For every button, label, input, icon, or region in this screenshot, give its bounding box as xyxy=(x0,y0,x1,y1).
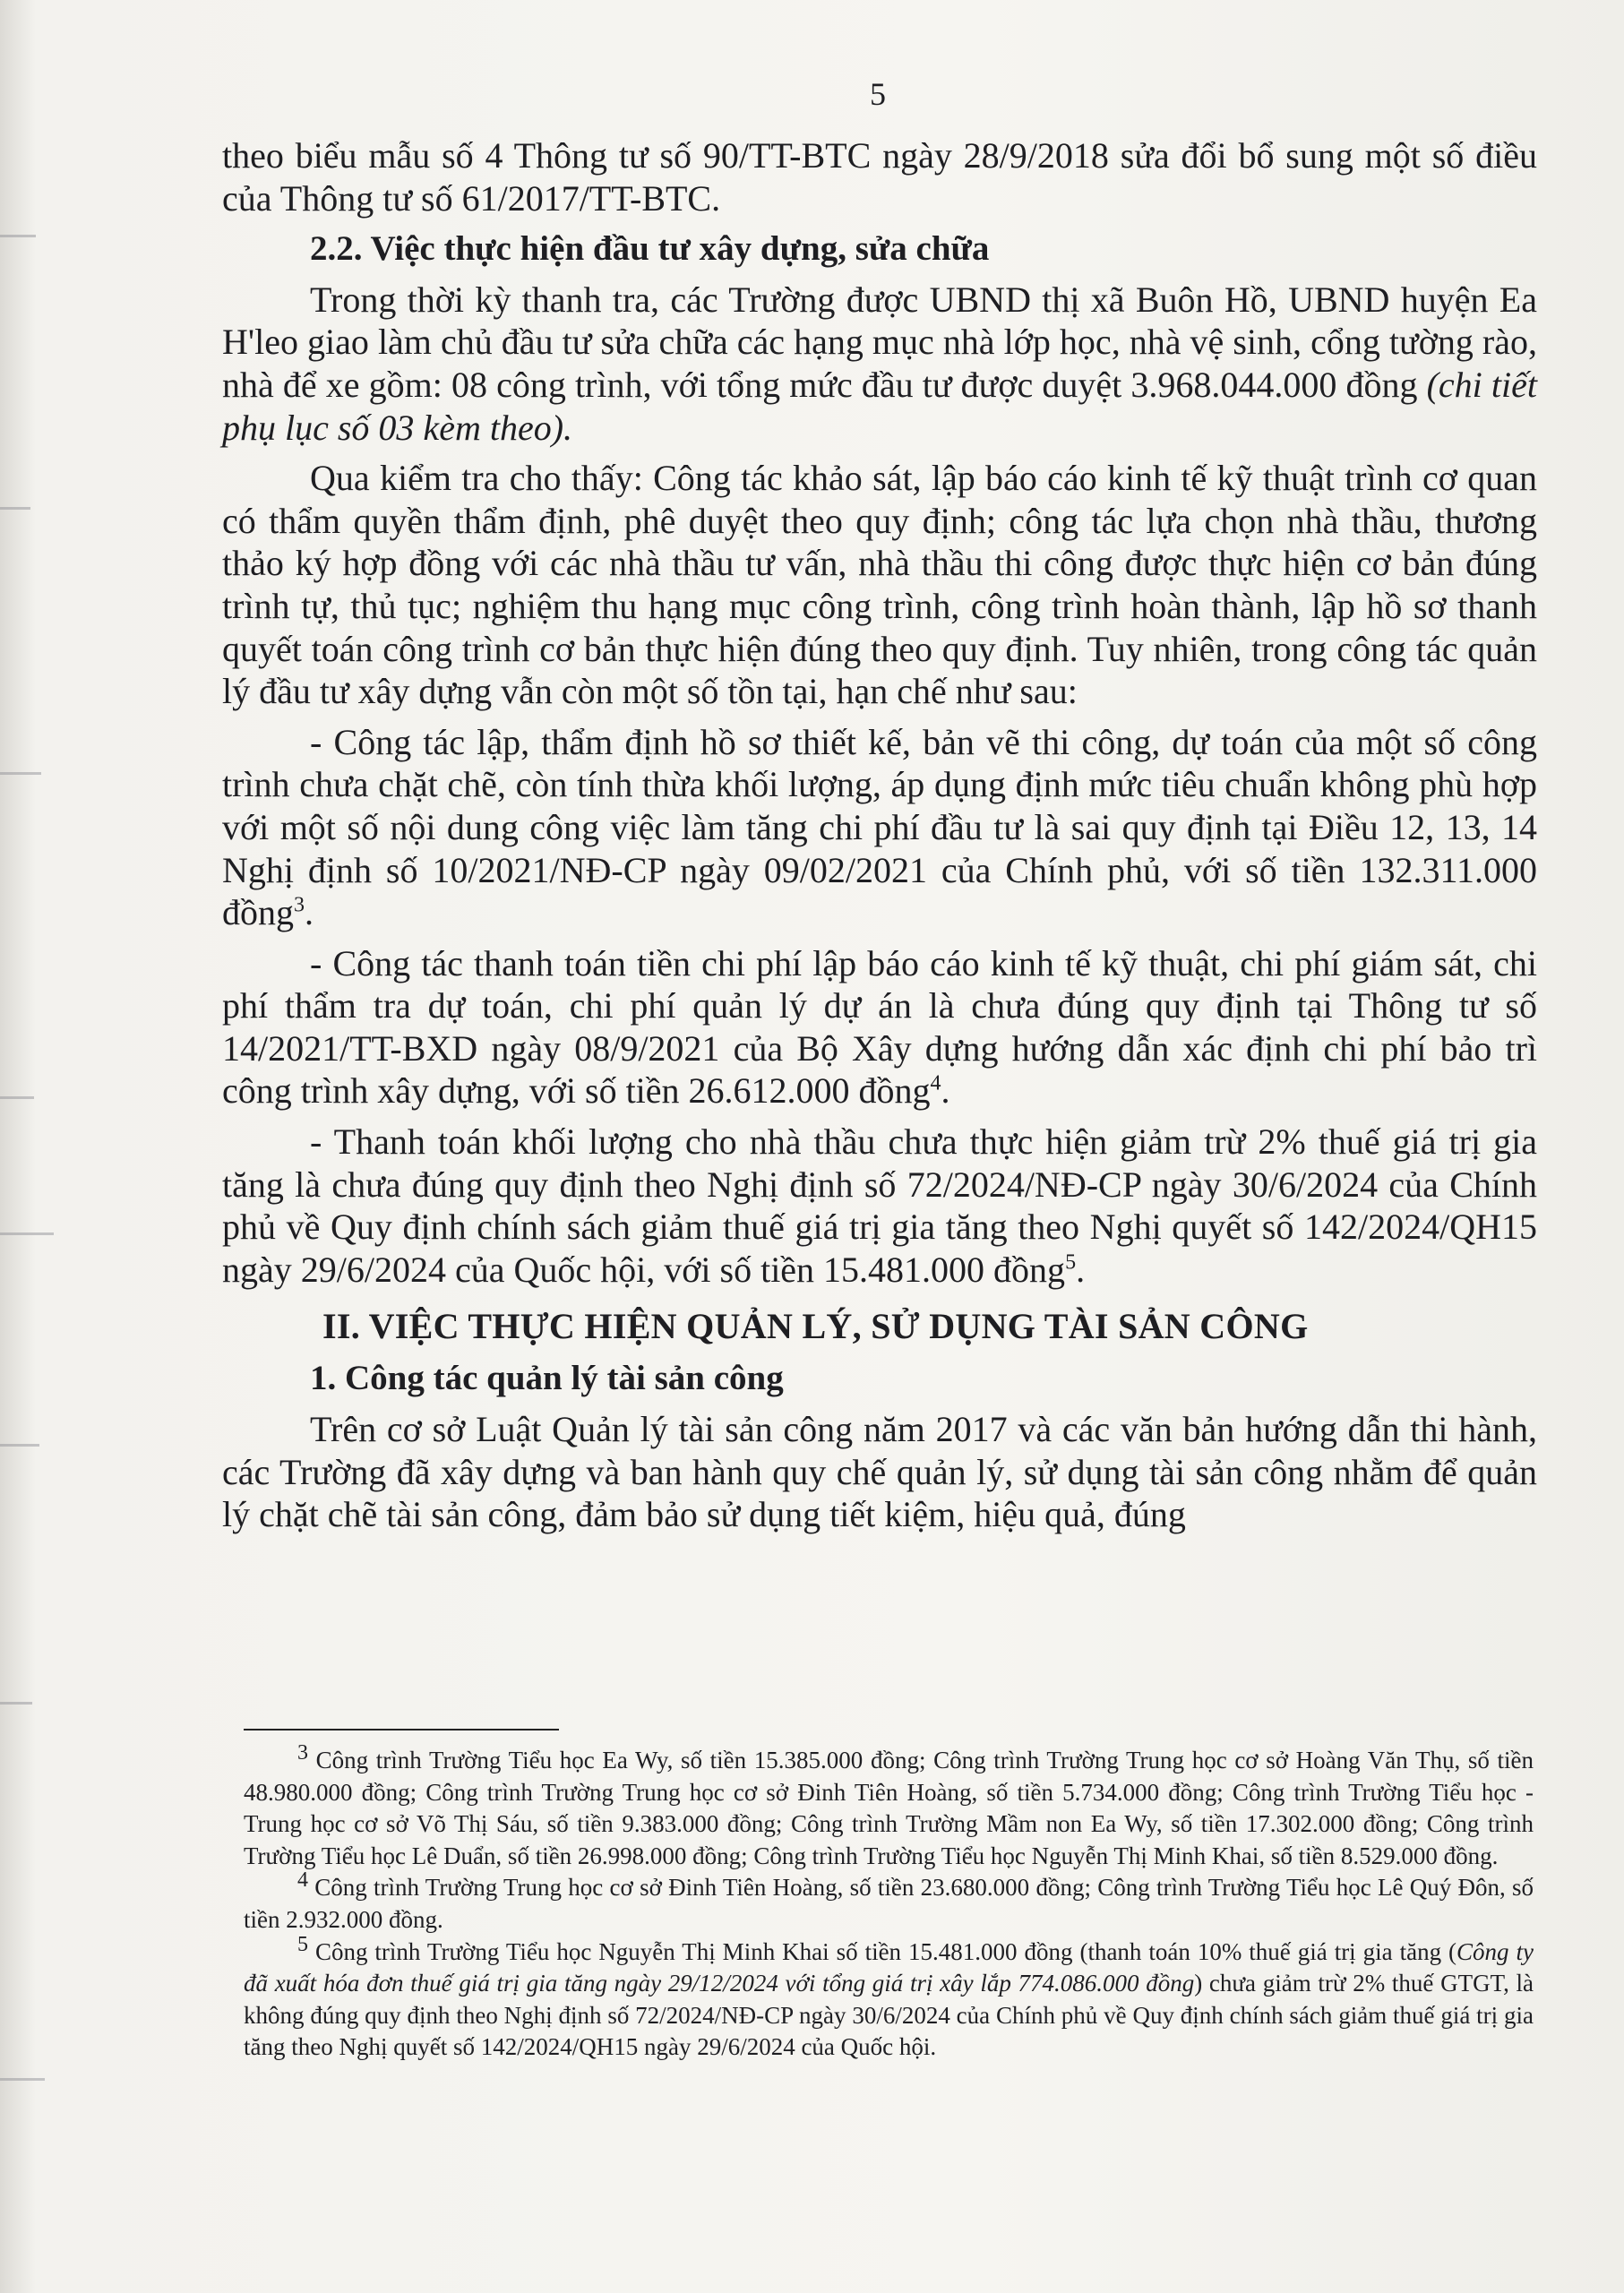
main-content xyxy=(222,134,1537,1536)
left-edge-mark xyxy=(0,1096,34,1099)
paragraph-inspection-findings: Qua kiểm tra cho thấy: Công tác khảo sát, lập báo cáo kinh tế kỹ thuật trình cơ quan có thẩm quyền thẩm định, phê duyệt theo quy định; công tác lựa chọn nhà thầu, thương thảo ký hợp đồng với các nhà thầu tư vấn, nhà thầu thi công được thực hiện cơ bản đúng trình tự, thủ tục; nghiệm thu hạng mục công trình, công trình hoàn thành, lập hồ sơ thanh quyết toán công trình cơ bản thực hiện đúng theo quy định. Tuy nhiên, trong công tác quản lý đầu tư xây dựng vẫn còn một số tồn tại, hạn chế như sau: xyxy=(222,458,1537,712)
page-number: 5 xyxy=(870,76,886,112)
footnote-text: Công trình Trường Trung học cơ sở Đinh Tiên Hoàng, số tiền 23.680.000 đồng; Công trình Trường Tiểu học Lê Quý Đôn, số tiền 2.932.000 đồng. xyxy=(244,1874,1534,1933)
paragraph-inspection-period xyxy=(222,279,1537,449)
footnote-5 xyxy=(244,1932,1534,2064)
left-edge-mark xyxy=(0,235,36,237)
paragraph-finding-vat xyxy=(222,1121,1537,1291)
paragraph-text: - Công tác thanh toán tiền chi phí lập báo cáo kinh tế kỹ thuật, chi phí giám sát, chi phí thẩm tra dự toán, chi phí quản lý dự án là chưa đúng quy định tại Thông tư số 14/2021/TT-BXD ngày 08/9/2021 của Bộ Xây dựng hướng dẫn xác định chi phí bảo trì công trình xây dựng, với số tiền 26.612.000 đồng xyxy=(222,942,1537,1112)
footnote-separator xyxy=(244,1729,559,1730)
section-heading-2-2: 2.2. Việc thực hiện đầu tư xây dựng, sửa chữa xyxy=(310,229,990,269)
paragraph-continuation: theo biểu mẫu số 4 Thông tư số 90/TT-BTC ngày 28/9/2018 sửa đổi bổ sung một số điều của Thông tư số 61/2017/TT-BTC. xyxy=(222,135,1537,219)
footnote-text: ) chưa giảm trừ 2% thuế GTGT, là không đúng quy định theo Nghị định số 72/2024/NĐ-CP ngày 30/6/2024 của Chính phủ về Quy định chính sách giảm thuế giá trị gia tăng theo Nghị quyết số 142/2024/QH15 ngày 29/6/2024 của Quốc hội. xyxy=(244,1970,1534,2061)
paragraph-finding-design xyxy=(222,721,1537,934)
left-edge-mark xyxy=(0,1702,32,1705)
paragraph-public-assets: Trên cơ sở Luật Quản lý tài sản công năm 2017 và các văn bản hướng dẫn thi hành, các Trường đã xây dựng và ban hành quy chế quản lý, sử dụng tài sản công nhằm để quản lý chặt chẽ tài sản công, đảm bảo sử dụng tiết kiệm, hiệu quả, đúng xyxy=(222,1409,1537,1535)
paragraph-end: . xyxy=(1076,1249,1086,1290)
footnote-ref-4[interactable]: 4 xyxy=(930,1072,941,1096)
paragraph-text: Trong thời kỳ thanh tra, các Trường được UBND thị xã Buôn Hồ, UBND huyện Ea H'leo giao làm chủ đầu tư sửa chữa các hạng mục nhà lớp học, nhà vệ sinh, cổng tường rào, nhà để xe gồm: 08 công trình, với tổng mức đầu tư được duyệt 3.968.044.000 đồng xyxy=(222,279,1537,405)
footnote-mark: 5 xyxy=(297,1932,308,1956)
paragraph-end: . xyxy=(305,892,314,933)
footnotes xyxy=(244,1741,1534,2064)
footnote-ref-3[interactable]: 3 xyxy=(294,893,305,917)
left-edge-mark xyxy=(0,1232,54,1235)
footnote-ref-5[interactable]: 5 xyxy=(1065,1250,1077,1275)
paragraph-text: - Công tác lập, thẩm định hồ sơ thiết kế, bản vẽ thi công, dự toán của một số công trình chưa chặt chẽ, còn tính thừa khối lượng, áp dụng định mức tiêu chuẩn không phù hợp với một số nội dung công việc làm tăng chi phí đầu tư là sai quy định tại Điều 12, 13, 14 Nghị định số 10/2021/NĐ-CP ngày 09/02/2021 của Chính phủ, với số tiền 132.311.000 đồng xyxy=(222,721,1537,933)
left-edge-mark xyxy=(0,507,30,510)
footnote-text: Công trình Trường Tiểu học Nguyễn Thị Minh Khai số tiền 15.481.000 đồng (thanh toán 10% thuế giá trị gia tăng ( xyxy=(308,1937,1457,1965)
left-edge-mark xyxy=(0,1444,39,1447)
paragraph-finding-payment xyxy=(222,942,1537,1112)
footnote-3 xyxy=(244,1741,1534,1872)
footnote-mark: 3 xyxy=(297,1741,308,1765)
paragraph-end: . xyxy=(941,1070,950,1112)
footnote-4 xyxy=(244,1868,1534,1936)
left-edge-mark xyxy=(0,2078,45,2081)
left-edge-mark xyxy=(0,772,41,775)
footnote-italic-text: Công ty đã xuất hóa đơn thuế giá trị gia tăng ngày 29/12/2024 với tổng giá trị xây lắp 774.086.000 đồng xyxy=(244,1937,1534,1997)
footnote-mark: 4 xyxy=(297,1868,308,1893)
section-heading-1: 1. Công tác quản lý tài sản công xyxy=(310,1359,784,1398)
section-heading-II: II. VIỆC THỰC HIỆN QUẢN LÝ, SỬ DỤNG TÀI SẢN CÔNG xyxy=(322,1306,1309,1347)
footnote-text: Công trình Trường Tiểu học Ea Wy, số tiền 15.385.000 đồng; Công trình Trường Trung học cơ sở Hoàng Văn Thụ, số tiền 48.980.000 đồng; Công trình Trường Trung học cơ sở Đinh Tiên Hoàng, số tiền 5.734.000 đồng; Công trình Trường Tiểu học - Trung học cơ sở Võ Thị Sáu, số tiền 9.383.000 đồng; Công trình Trường Mầm non Ea Wy, số tiền 17.302.000 đồng; Công trình Trường Tiểu học Lê Duẩn, số tiền 26.998.000 đồng; Công trình Trường Tiểu học Nguyễn Thị Minh Khai, số tiền 8.529.000 đồng. xyxy=(244,1747,1534,1869)
paragraph-text: - Thanh toán khối lượng cho nhà thầu chưa thực hiện giảm trừ 2% thuế giá trị gia tăng là chưa đúng quy định theo Nghị định số 72/2024/NĐ-CP ngày 30/6/2024 của Chính phủ về Quy định chính sách giảm thuế giá trị gia tăng theo Nghị quyết số 142/2024/QH15 ngày 29/6/2024 của Quốc hội, với số tiền 15.481.000 đồng xyxy=(222,1121,1537,1290)
appendix-reference: (chi tiết phụ lục số 03 kèm theo). xyxy=(222,364,1538,448)
